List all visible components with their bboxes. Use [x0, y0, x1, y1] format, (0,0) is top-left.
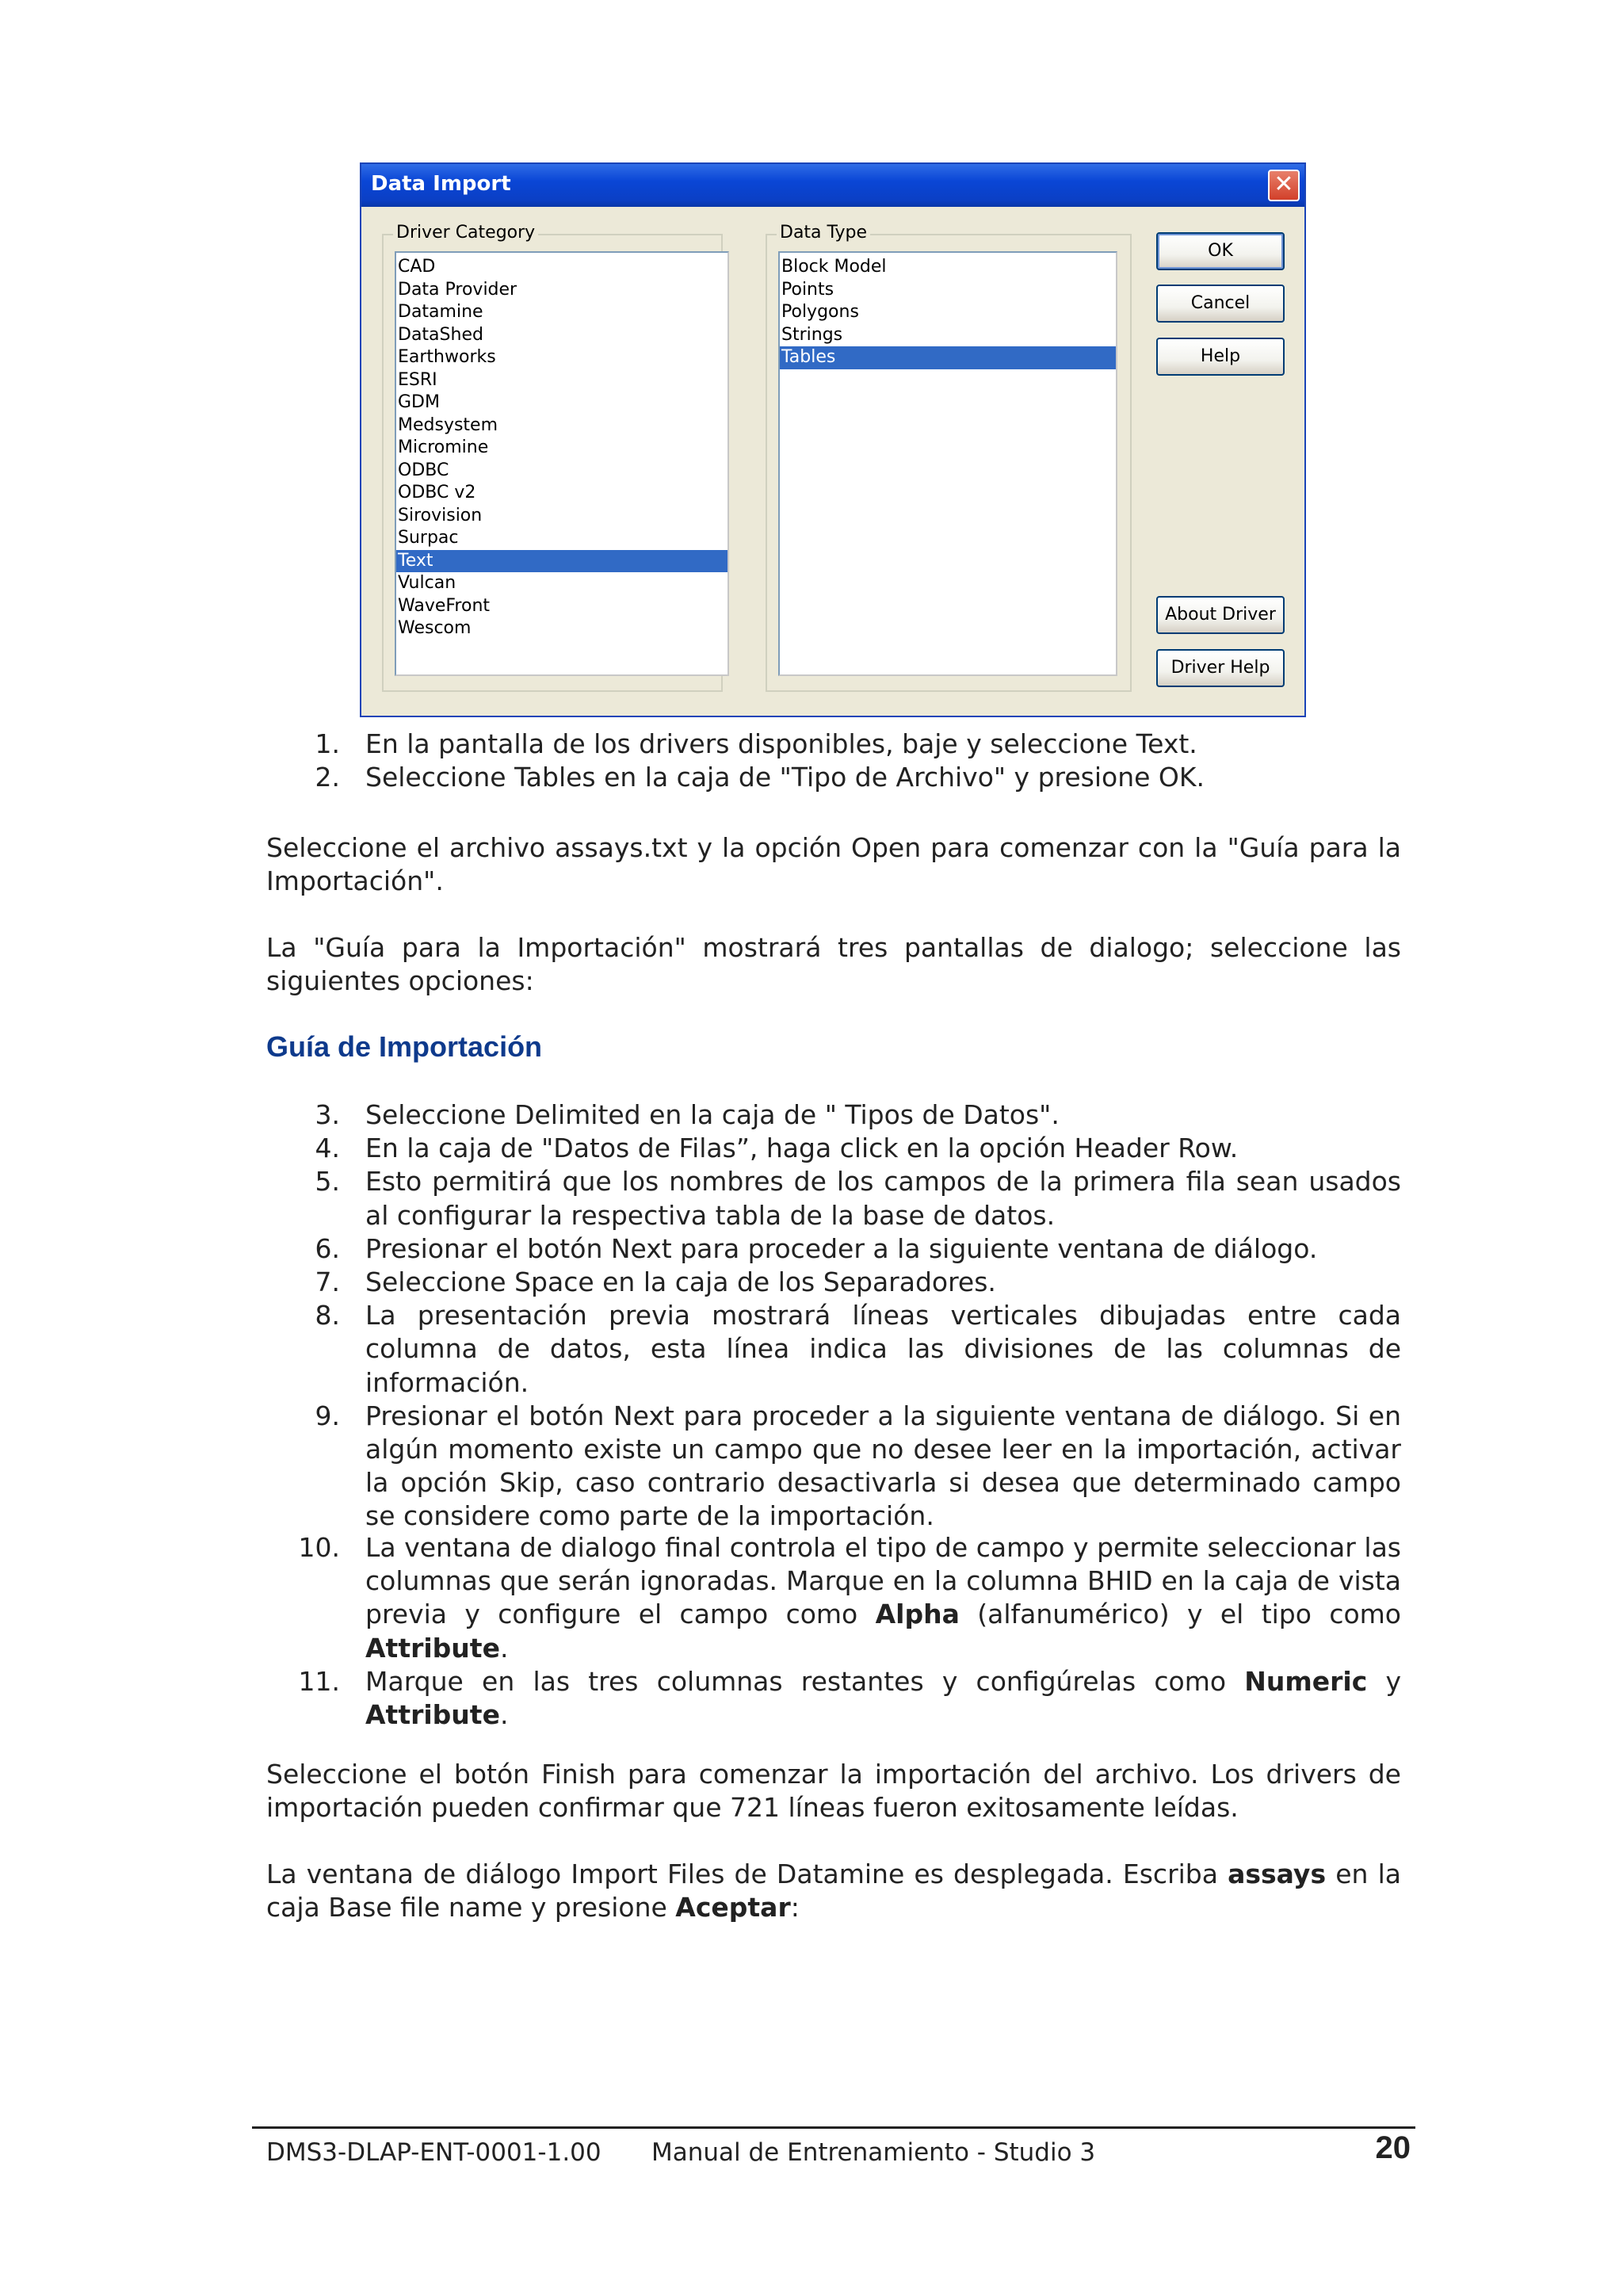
bold-term: assays — [1228, 1859, 1327, 1889]
dialog-title: Data Import — [371, 172, 511, 196]
driver-category-item[interactable]: WaveFront — [398, 595, 491, 616]
list-item — [266, 1400, 1401, 1534]
driver-category-label: Driver Category — [393, 223, 538, 243]
bold-term: Numeric — [1244, 1665, 1368, 1697]
data-type-item[interactable]: Block Model — [781, 257, 887, 277]
steps-list-a — [266, 728, 1401, 794]
data-type-list[interactable] — [778, 251, 1117, 676]
driver-category-item[interactable]: Text — [396, 550, 727, 573]
driver-category-item[interactable]: Surpac — [398, 528, 459, 548]
footer-manual-title: Manual de Entrenamiento - Studio 3 — [651, 2138, 1096, 2167]
step-number: 4. — [315, 1133, 340, 1164]
driver-category-item[interactable]: ODBC v2 — [398, 483, 476, 502]
step-text: y — [1367, 1665, 1401, 1697]
data-type-item[interactable]: Points — [781, 279, 834, 300]
step-text: Seleccione Tables en la caja de "Tipo de Archivo" y presione OK. — [365, 762, 1205, 793]
section-heading: Guía de Importación — [266, 1030, 543, 1063]
bold-term: Aceptar — [675, 1892, 791, 1923]
para-text: La ventana de diálogo Import Files de Datamine es desplegada. Escriba — [266, 1859, 1228, 1889]
paragraph-import-files — [266, 1858, 1401, 1924]
about-driver-button[interactable]: About Driver — [1156, 596, 1285, 634]
paragraph-select-file: Seleccione el archivo assays.txt y la opción Open para comenzar con la "Guía para la Importación". — [266, 832, 1401, 896]
steps-list-c — [266, 1531, 1401, 1732]
step-number: 5. — [315, 1166, 340, 1198]
step-text: . — [499, 1699, 509, 1731]
data-type-group — [766, 223, 1132, 692]
driver-category-item[interactable]: Micromine — [398, 437, 489, 457]
data-type-label: Data Type — [777, 223, 870, 243]
step-number: 8. — [315, 1300, 340, 1331]
cancel-button[interactable]: Cancel — [1156, 285, 1285, 323]
list-item — [266, 1098, 1401, 1132]
step-text: Presionar el botón Next para proceder a la siguiente ventana de diálogo. Si en algún momento existe un campo que no desee leer en la importación, activar la opción Skip, caso contrario desactivarla si desea que determinado campo se considere como parte de la importación. — [365, 1400, 1401, 1532]
footer-rule — [252, 2126, 1415, 2129]
step-text: Seleccione Space en la caja de los Separadores. — [365, 1266, 996, 1298]
step-number: 3. — [315, 1099, 340, 1130]
step-text: Marque en las tres columnas restantes y configúrelas como — [365, 1665, 1245, 1697]
driver-category-item[interactable]: DataShed — [398, 324, 483, 345]
driver-help-button[interactable]: Driver Help — [1156, 649, 1285, 687]
step-text: En la pantalla de los drivers disponibles, baje y seleccione Text. — [365, 728, 1197, 759]
driver-category-item[interactable]: Vulcan — [398, 573, 456, 593]
driver-category-item[interactable]: Medsystem — [398, 415, 498, 435]
list-item — [266, 728, 1401, 761]
step-number: 11. — [298, 1665, 340, 1697]
ok-button[interactable]: OK — [1156, 232, 1285, 270]
bold-term: Alpha — [875, 1599, 960, 1630]
paragraph-import-guide: La "Guía para la Importación" mostrará tres pantallas de dialogo; seleccione las siguientes opciones: — [266, 932, 1401, 996]
data-type-item[interactable]: Polygons — [781, 302, 859, 322]
driver-category-item[interactable]: Wescom — [398, 618, 472, 638]
dialog-titlebar[interactable] — [361, 164, 1304, 207]
step-text: . — [499, 1632, 509, 1664]
list-item — [266, 761, 1401, 794]
step-text: En la caja de "Datos de Filas”, haga click en la opción Header Row. — [365, 1133, 1239, 1164]
driver-category-item[interactable]: Data Provider — [398, 279, 517, 300]
step-text: Seleccione Delimited en la caja de " Tipos de Datos". — [365, 1099, 1060, 1130]
step-number: 7. — [315, 1266, 340, 1298]
step-text: (alfanumérico) y el tipo como — [959, 1599, 1401, 1630]
close-icon[interactable]: ✕ — [1268, 170, 1300, 201]
step-number: 10. — [298, 1532, 340, 1563]
driver-category-item[interactable]: Datamine — [398, 302, 483, 322]
list-item — [266, 1232, 1401, 1266]
step-number: 9. — [315, 1400, 340, 1431]
data-type-item[interactable]: Tables — [780, 346, 1116, 369]
list-item — [266, 1132, 1401, 1165]
list-item — [266, 1299, 1401, 1400]
driver-category-item[interactable]: ESRI — [398, 369, 437, 390]
para-text: en la caja Base file name y presione — [266, 1859, 1401, 1923]
list-item — [266, 1165, 1401, 1232]
driver-category-group — [382, 223, 723, 692]
step-text: Esto permitirá que los nombres de los campos de la primera fila sean usados al configurar la respectiva tabla de la base de datos. — [365, 1166, 1401, 1231]
step-number: 6. — [315, 1232, 340, 1264]
footer-doc-code: DMS3-DLAP-ENT-0001-1.00 — [266, 2138, 601, 2167]
driver-category-list[interactable] — [395, 251, 729, 676]
driver-category-item[interactable]: GDM — [398, 392, 440, 412]
data-import-dialog — [360, 162, 1306, 717]
help-button[interactable]: Help — [1156, 338, 1285, 376]
paragraph-finish: Seleccione el botón Finish para comenzar la importación del archivo. Los drivers de importación pueden confirmar que 721 líneas fueron exitosamente leídas. — [266, 1759, 1401, 1823]
steps-list-b — [266, 1098, 1401, 1534]
list-item — [266, 1266, 1401, 1299]
para-text: : — [790, 1892, 800, 1923]
step-text: Presionar el botón Next para proceder a la siguiente ventana de diálogo. — [365, 1232, 1318, 1264]
list-item — [266, 1665, 1401, 1732]
step-number: 1. — [315, 728, 340, 759]
driver-category-item[interactable]: Sirovision — [398, 505, 483, 525]
step-text: La ventana de dialogo final controla el tipo de campo y permite seleccionar las columnas que serán ignoradas. Marque en la columna BHID en la caja de vista previa y configure el campo como — [365, 1532, 1401, 1630]
driver-category-item[interactable]: Earthworks — [398, 347, 496, 367]
page-number: 20 — [1375, 2130, 1411, 2165]
driver-category-item[interactable]: ODBC — [398, 460, 449, 480]
data-type-item[interactable]: Strings — [781, 324, 843, 345]
step-text: La presentación previa mostrará líneas verticales dibujadas entre cada columna de datos, esta línea indica las divisiones de las columnas de información. — [365, 1300, 1401, 1398]
bold-term: Attribute — [365, 1699, 500, 1731]
step-number: 2. — [315, 762, 340, 793]
list-item — [266, 1531, 1401, 1665]
driver-category-item[interactable]: CAD — [398, 257, 436, 277]
bold-term: Attribute — [365, 1632, 500, 1664]
